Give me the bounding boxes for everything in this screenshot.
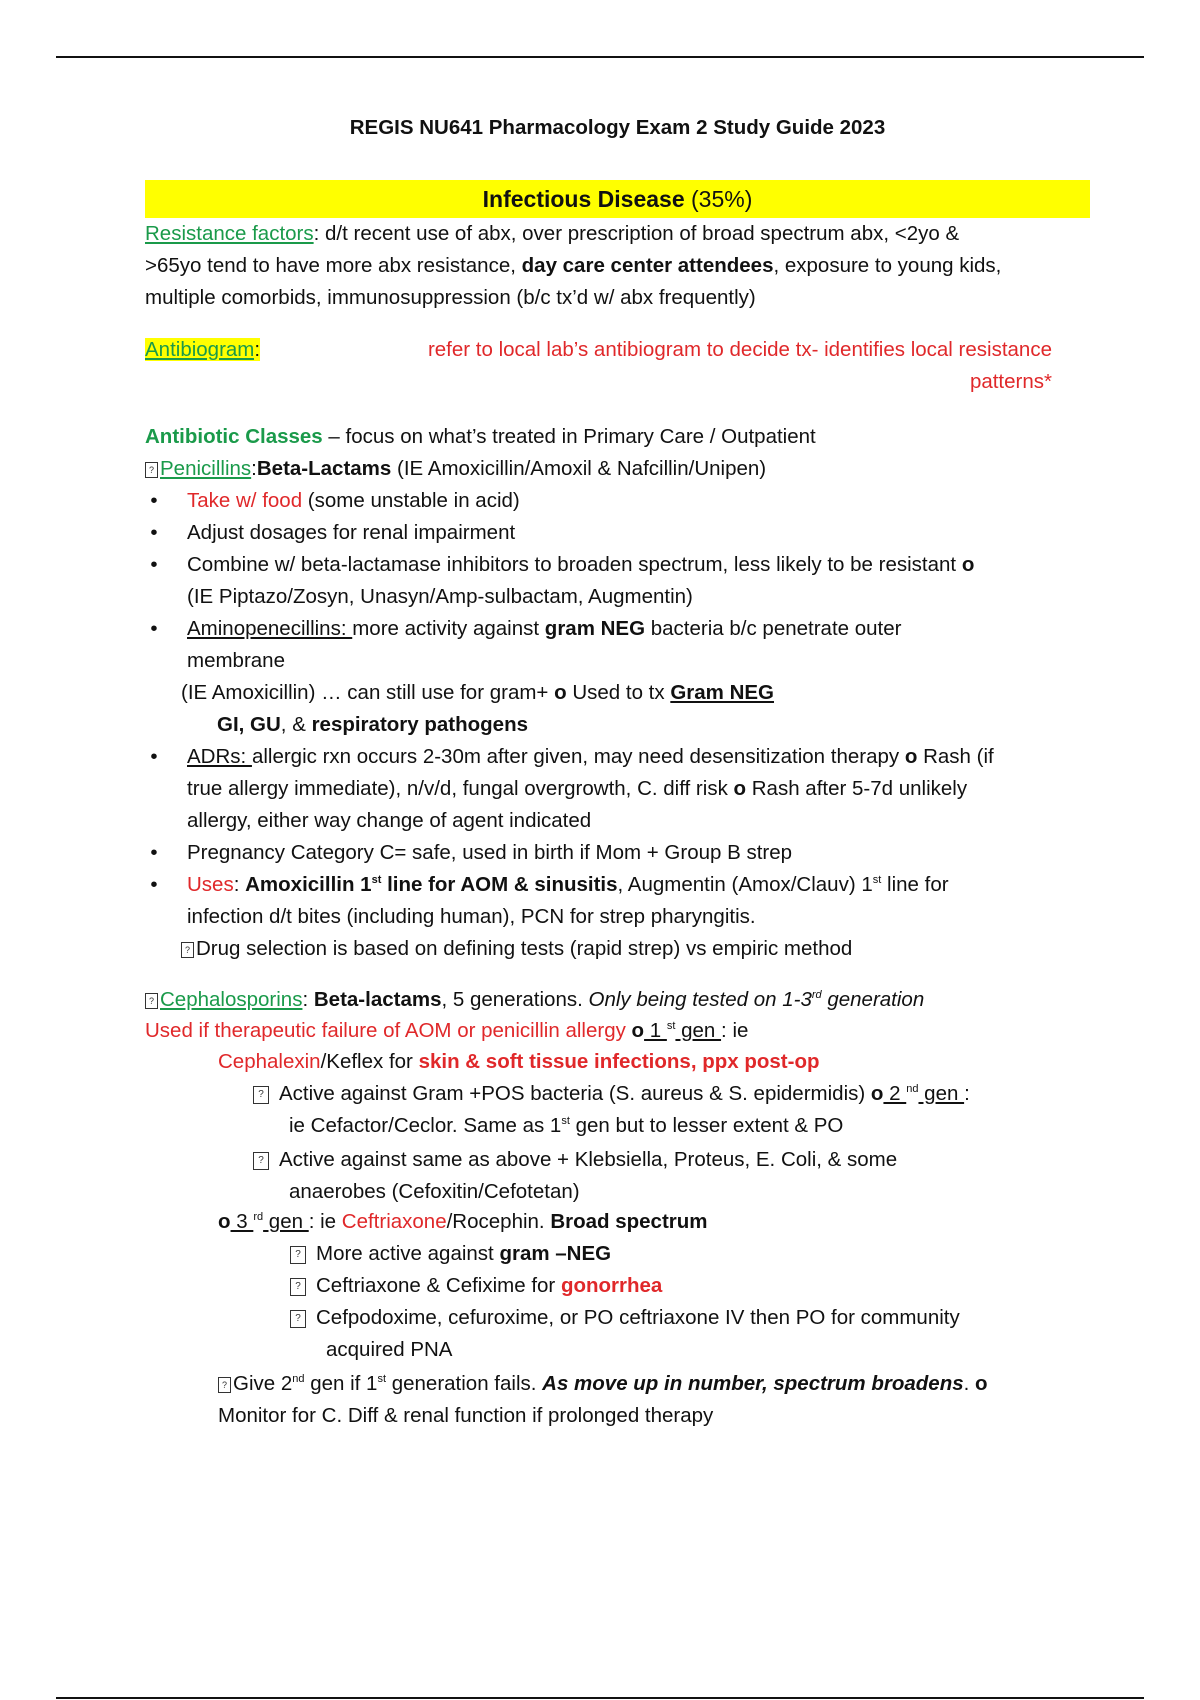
document-title: REGIS NU641 Pharmacology Exam 2 Study Guide 2023 (349, 116, 886, 139)
resistance-label: Resistance factors (145, 222, 314, 245)
missing-glyph-icon: ? (290, 1246, 306, 1264)
bullet-icon: • (150, 489, 158, 512)
generation-note: ? Give 2nd gen if 1st generation fails. As move up in number, spectrum broadens. o Monitor for C. Diff & renal function if prolonged therapy (218, 1368, 1088, 1432)
list-item: • Aminopenecillins: more activity against gram NEG bacteria b/c penetrate outer membrane (IE Amoxicillin) … can still use for gram+ o Used to tx Gram NEG GI, GU, & respiratory pathogens (145, 613, 1090, 741)
missing-glyph-icon: ? (290, 1278, 306, 1296)
first-gen-line: Cephalexin/Keflex for skin & soft tissue infections, ppx post-op (218, 1050, 820, 1073)
antibiogram-text: refer to local lab’s antibiogram to decide tx- identifies local resistance patterns* (427, 338, 1052, 393)
cephalosporins-usage: Used if therapeutic failure of AOM or penicillin allergy o 1 $^{st}$ gen : ie (145, 1015, 1090, 1047)
top-rule (56, 56, 1144, 58)
section-banner (145, 180, 1090, 218)
missing-glyph-icon: ? (253, 1086, 269, 1104)
first-gen-detail: ? Active against Gram +POS bacteria (S. aureus & S. epidermidis) o 2 $^{nd}$ gen : ie Cefactor/Ceclor. Same as 1st gen but to lesser extent & PO (253, 1078, 1083, 1142)
list-item: ? Ceftriaxone & Cefixime for gonorrhea (290, 1270, 1090, 1302)
list-item: • Take w/ food (some unstable in acid) (145, 485, 1090, 517)
cephalosporins-heading: ? Cephalosporins: Beta-lactams, 5 generations. Only being tested on 1-3rd generation (145, 984, 1090, 1016)
antibiotic-classes-heading: Antibiotic Classes – focus on what’s treated in Primary Care / Outpatient (145, 425, 816, 448)
circle-bullet-icon: o (961, 553, 975, 576)
penicillins-heading: ? Penicillins:Beta-Lactams (IE Amoxicillin/Amoxil & Nafcillin/Unipen) (145, 453, 1090, 485)
list-item: • Combine w/ beta-lactamase inhibitors to broaden spectrum, less likely to be resistant o (IE Piptazo/Zosyn, Unasyn/Amp-sulbactam, Augmentin) (145, 549, 1090, 613)
list-item: • Adjust dosages for renal impairment (145, 517, 1090, 549)
list-item: ? More active against gram –NEG (290, 1238, 1090, 1270)
resistance-paragraph: Resistance factors: d/t recent use of abx, over prescription of broad spectrum abx, <2yo & >65yo tend to have more abx resistance, day care center attendees, exposure to young kids, multiple comorbids, immunosuppression (b/c tx’d w/ abx frequently) (145, 222, 1002, 309)
bullet-icon: • (150, 521, 158, 544)
list-item: • Uses: Amoxicillin 1st line for AOM & sinusitis, Augmentin (Amox/Clauv) 1st line for infection d/t bites (including human), PCN for strep pharyngitis. ? Drug selection is based on defining tests (rapid strep) vs empiric method (145, 869, 1090, 965)
circle-bullet-icon: o (904, 745, 918, 768)
third-gen-heading: o 3 $^{rd}$ gen : ie Ceftriaxone/Rocephin. Broad spectrum (218, 1206, 1088, 1238)
circle-bullet-icon: o (554, 681, 567, 704)
banner-percent: (35%) (691, 186, 753, 212)
missing-glyph-icon: ? (218, 1377, 231, 1393)
circle-bullet-icon: o (975, 1372, 988, 1395)
bullet-icon: • (150, 745, 158, 768)
antibiogram-label: Antibiogram: (145, 338, 261, 361)
circle-bullet-icon: o (733, 777, 747, 800)
bullet-icon: • (150, 617, 158, 640)
bullet-icon: • (150, 873, 158, 896)
missing-glyph-icon: ? (145, 993, 158, 1009)
bullet-icon: • (150, 553, 158, 576)
second-gen-detail: ? Active against same as above + Klebsiella, Proteus, E. Coli, & some anaerobes (Cefoxitin/Cefotetan) (253, 1144, 1083, 1208)
bottom-rule (56, 1697, 1144, 1699)
list-item: • ADRs: allergic rxn occurs 2-30m after given, may need desensitization therapy o Rash (if true allergy immediate), n/v/d, fungal overgrowth, C. diff risk o Rash after 5-7d unlikely allergy, either way change of agent indicated (145, 741, 1090, 837)
circle-bullet-icon: o (218, 1210, 231, 1233)
circle-bullet-icon: o (870, 1082, 884, 1105)
bullet-icon: • (150, 841, 158, 864)
list-item: ? Cefpodoxime, cefuroxime, or PO ceftriaxone IV then PO for community acquired PNA (290, 1302, 1090, 1366)
missing-glyph-icon: ? (181, 942, 194, 958)
banner-label: Infectious Disease (482, 186, 685, 212)
list-item: • Pregnancy Category C= safe, used in birth if Mom + Group B strep (145, 837, 1090, 869)
missing-glyph-icon: ? (145, 462, 158, 478)
drug-selection-note: ? Drug selection is based on defining tests (rapid strep) vs empiric method (181, 933, 1081, 965)
circle-bullet-icon: o (631, 1019, 645, 1042)
missing-glyph-icon: ? (290, 1310, 306, 1328)
missing-glyph-icon: ? (253, 1152, 269, 1170)
